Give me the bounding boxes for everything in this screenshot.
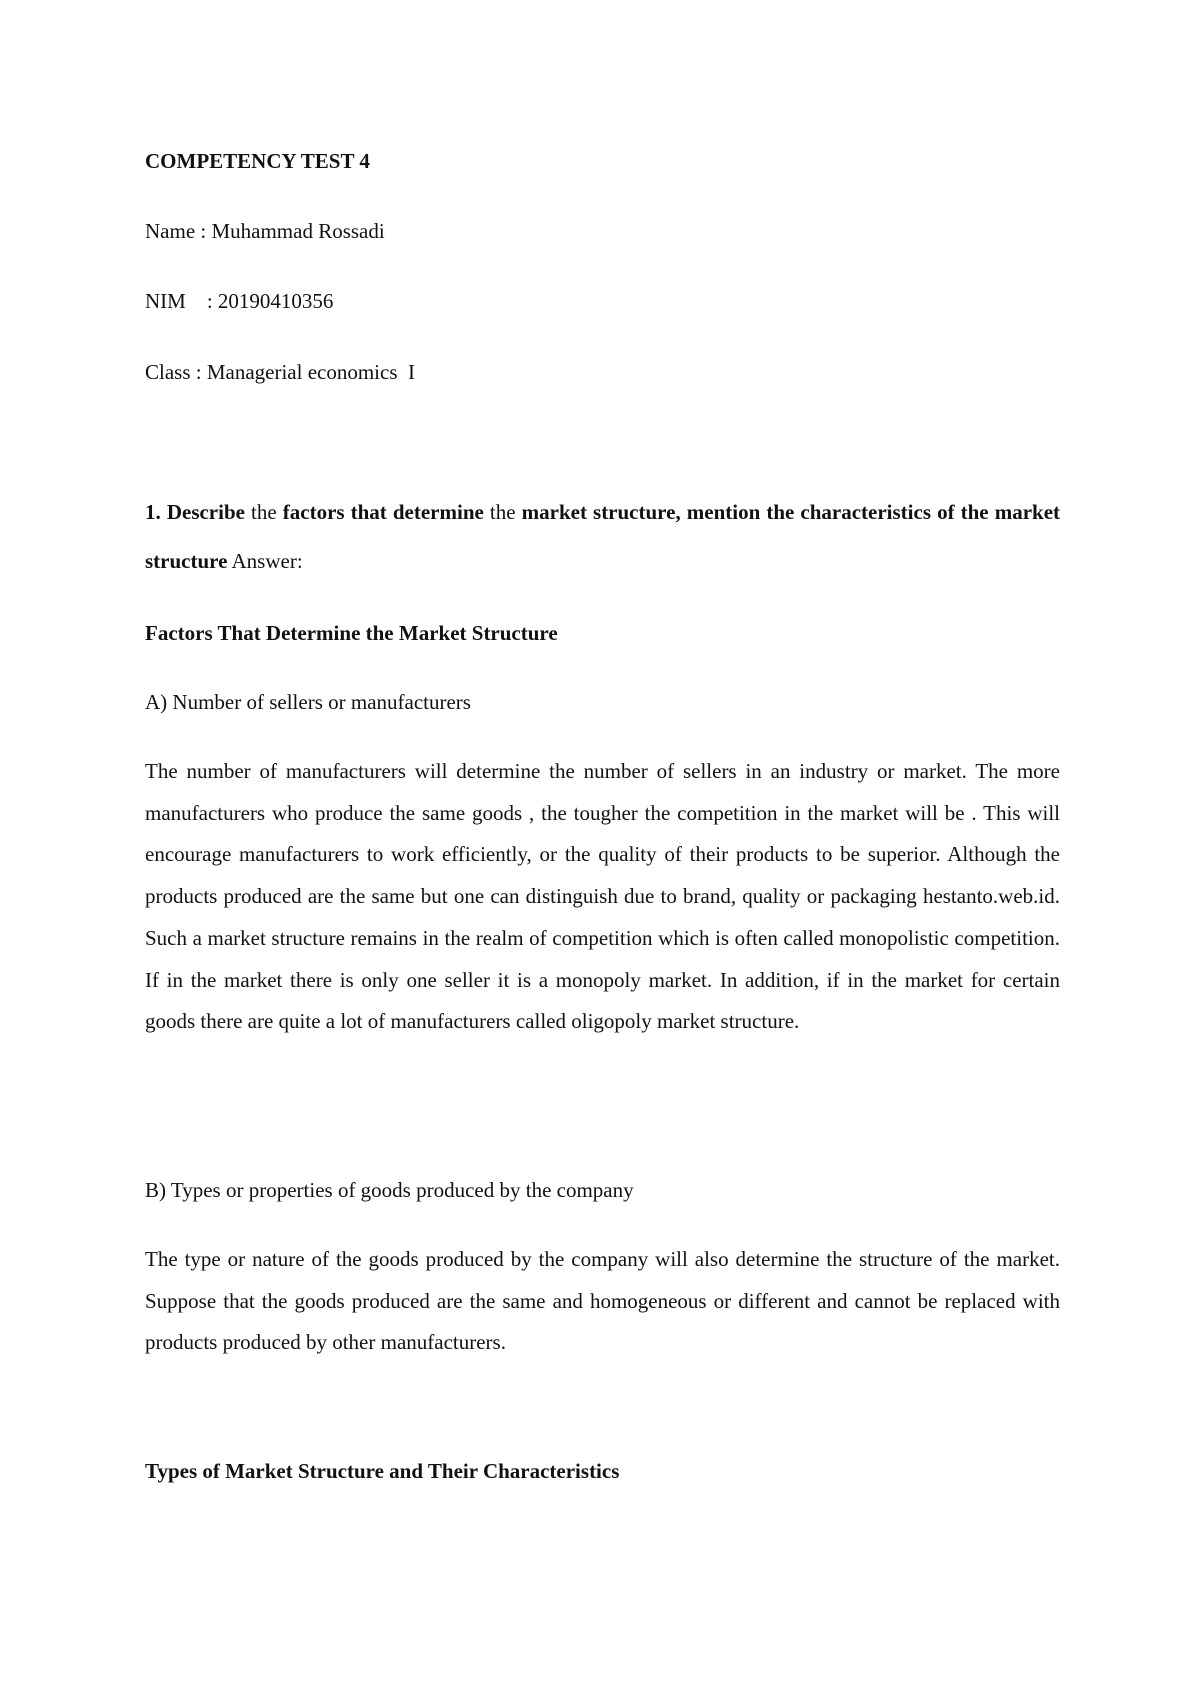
answer-label: Answer: (227, 549, 303, 573)
question-text-3: the (483, 500, 522, 524)
student-nim: NIM : 20190410356 (145, 289, 334, 313)
student-name: Name : Muhammad Rossadi (145, 219, 385, 243)
subheading-a: A) Number of sellers or manufacturers (145, 690, 471, 714)
question-text-1: the (244, 500, 283, 524)
question-text-4: market structure, mention the characteristics of the market structure (145, 500, 1061, 573)
paragraph-b: The type or nature of the goods produced by the company will also determine the structure of the market. Suppose that the goods produced are the same and homogeneous or different and cannot be replaced with products produced by other manufacturers. (145, 1247, 1060, 1355)
section-heading-types: Types of Market Structure and Their Characteristics (145, 1459, 620, 1483)
question-verb: Describe (166, 500, 245, 524)
question-number: 1. (145, 500, 167, 524)
subheading-b: B) Types or properties of goods produced by the company (145, 1178, 634, 1202)
student-class: Class : Managerial economics I (145, 360, 416, 384)
paragraph-a: The number of manufacturers will determine the number of sellers in an industry or market. The more manufacturers who produce the same goods , the tougher the competition in the market will be . This will encourage manufacturers to work efficiently, or the quality of their products to be superior. Although the products produced are the same but one can distinguish due to brand, quality or packaging hestanto.web.id. Such a market structure remains in the realm of competition which is often called monopolistic competition. If in the market there is only one seller it is a monopoly market. In addition, if in the market for certain goods there are quite a lot of manufacturers called oligopoly market structure. (145, 759, 1060, 1034)
question-text-2: factors that determine (282, 500, 484, 524)
question-1 (145, 488, 1060, 586)
section-heading-factors: Factors That Determine the Market Structure (145, 621, 558, 645)
document-title: COMPETENCY TEST 4 (145, 149, 370, 173)
